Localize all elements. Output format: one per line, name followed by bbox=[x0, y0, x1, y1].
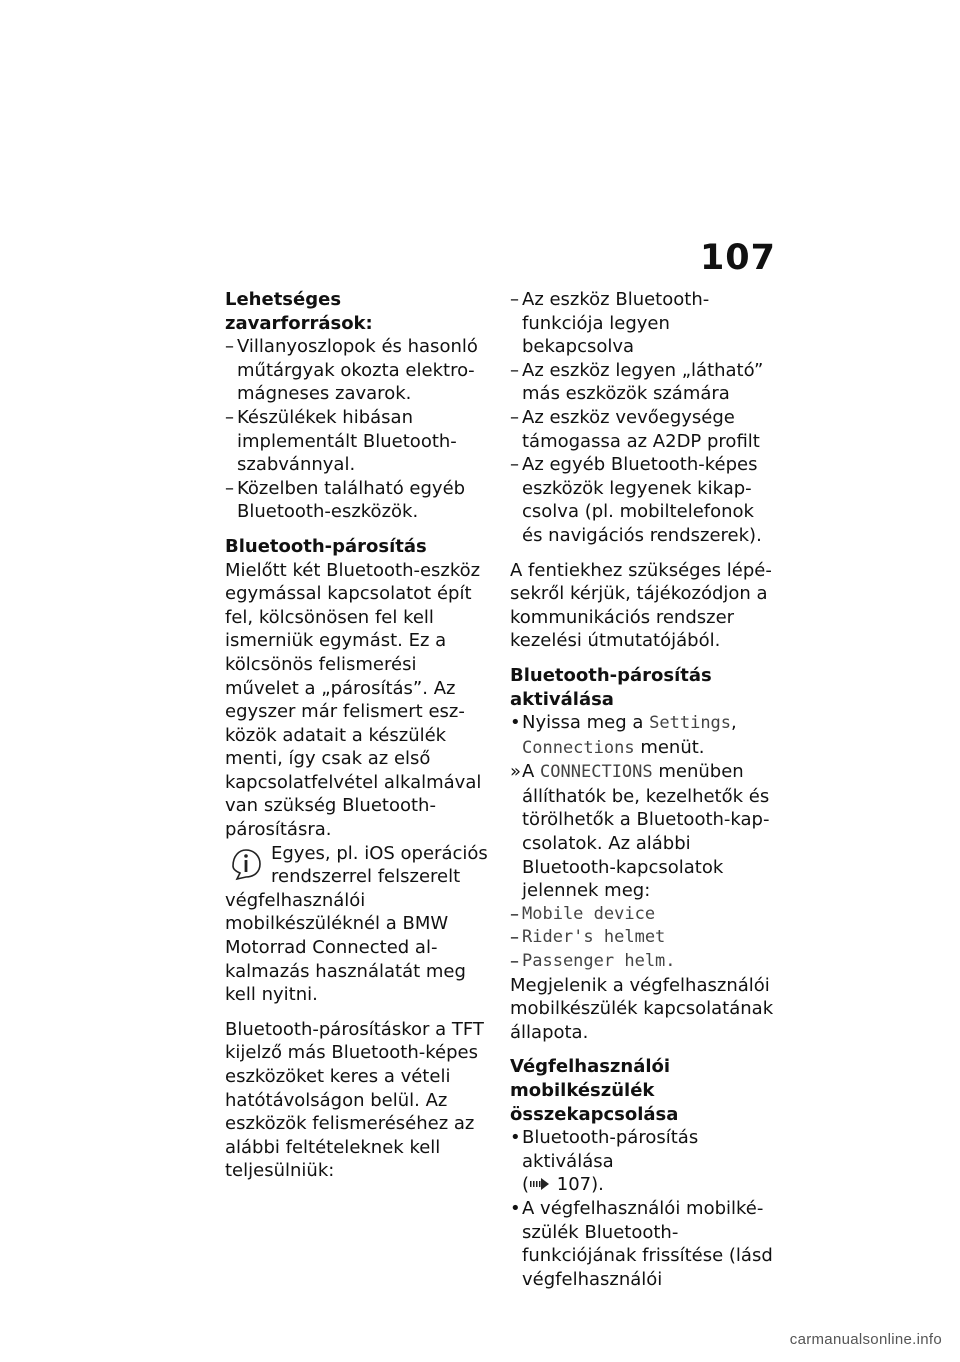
bullet-icon: • bbox=[510, 1127, 521, 1149]
page-number: 107 bbox=[699, 238, 776, 278]
bullet-icon: • bbox=[510, 1197, 521, 1219]
result-arrow-icon: » bbox=[510, 761, 522, 783]
step-item: • Bluetooth-párosítás aktiválása ( 107). bbox=[510, 1127, 699, 1196]
note-text: Egyes, pl. iOS operációs rendszerrel felszerelt végfelhasználói mobilkészüléknél a BMW Motorrad Connected alkalmazás használatát meg kell nyitni. bbox=[225, 842, 488, 1006]
list-item: – Az eszköz vevőegysége támogassa az A2DP profilt bbox=[510, 406, 760, 452]
list-item: – Rider's helmet bbox=[510, 927, 666, 949]
step-item: • A végfelhasználói mobilkészülék Bluetooth-funkciójának frissítése (lásd végfelhasználói bbox=[510, 1197, 773, 1290]
connect-heading: Végfelhasználói mobilkészülék összekapcsolása bbox=[510, 1056, 679, 1125]
list-item: – Készülékek hibásan implementált Bluetooth-szabvánnyal. bbox=[225, 406, 457, 476]
page-reference-arrow-icon bbox=[529, 1176, 551, 1192]
right-column bbox=[510, 288, 780, 1291]
watermark: carmanualsonline.info bbox=[789, 1331, 942, 1348]
list-item: – Az eszköz Bluetooth-funkciója legyen bekapcsolva bbox=[510, 289, 710, 358]
list-item: – Az eszköz legyen „látható” más eszközök számára bbox=[510, 359, 764, 405]
list-item: – Az egyéb Bluetooth-képes eszközök legyenek kikapcsolva (pl. mobiltelefonok és navigációs rendszerek). bbox=[510, 454, 762, 546]
list-item: – Mobile device bbox=[510, 903, 656, 925]
info-paragraph: A fentiekhez szükséges lépésekről kérjük, tájékozódjon a kommunikációs rendszer kezelési útmutatójából. bbox=[510, 559, 772, 652]
list-item: – Passenger helm. bbox=[510, 951, 676, 973]
list-item: – Villanyoszlopok és hasonló műtárgyak okozta elektromágneses zavarok. bbox=[225, 336, 478, 405]
result-item: » A CONNECTIONS menüben állíthatók be, kezelhetők és törölhetők a Bluetooth-kapcsolatok. Az alábbi Bluetooth-kapcsolatok jelennek meg: bbox=[510, 761, 770, 902]
step-item: • Nyissa meg a Settings, Connections menüt. bbox=[510, 711, 780, 760]
search-paragraph: Bluetooth-párosításkor a TFT kijelző más Bluetooth-képes eszközöket keres a vételi hatótávolságon belül. Az eszközök felismeréséhez az alábbi feltételeknek kell teljesülniük: bbox=[225, 1018, 484, 1182]
pairing-heading: Bluetooth-párosítás bbox=[225, 535, 427, 557]
note bbox=[225, 842, 489, 1007]
status-paragraph: Megjelenik a végfelhasználói mobilkészülék kapcsolatának állapota. bbox=[510, 974, 774, 1043]
pairing-paragraph: Mielőtt két Bluetooth-eszköz egymással kapcsolatot épít fel, kölcsönösen fel kell ismerniük egymást. Ez a kölcsönös felismerési művelet a „párosítás”. Az egyszer már felismert eszközök adatait a készülék menti, így csak az első kapcsolatfelvétel alkalmával van szükség Bluetooth-párosításra. bbox=[225, 559, 482, 841]
sources-heading: Lehetséges zavarforrások: bbox=[225, 289, 373, 334]
list-item: – Közelben található egyéb Bluetooth-eszközök. bbox=[225, 477, 466, 523]
bullet-icon: • bbox=[510, 712, 521, 734]
activation-heading: Bluetooth-párosítás aktiválása bbox=[510, 664, 712, 710]
info-icon bbox=[227, 844, 265, 882]
left-column bbox=[225, 288, 489, 1183]
